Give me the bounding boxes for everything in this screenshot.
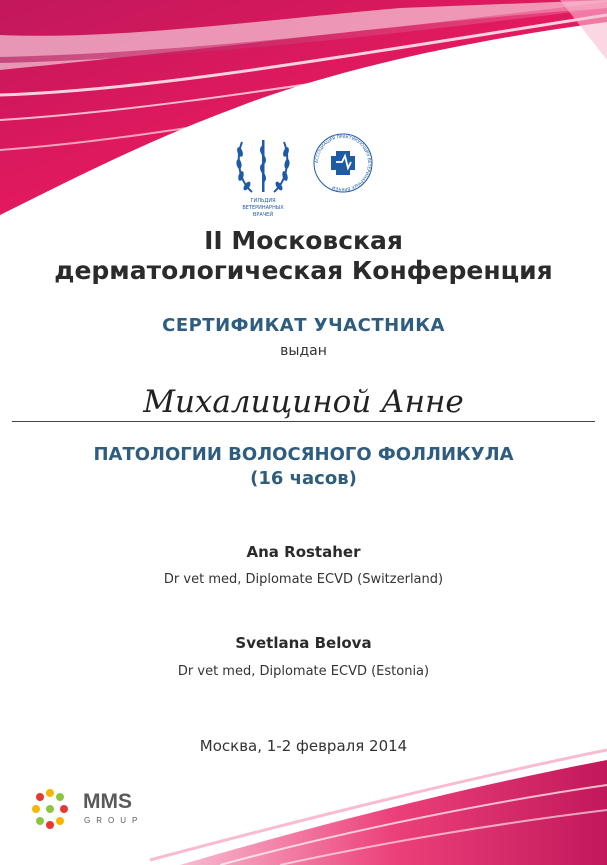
practicing-vets-association-logo [312, 132, 374, 194]
course-hours: (16 часов) [250, 468, 357, 489]
place-and-date: Москва, 1-2 февраля 2014 [199, 737, 408, 755]
conference-title-line-1: II Московская [204, 226, 403, 255]
speaker-2-credentials: Dr vet med, Diplomate ECVD (Estonia) [177, 664, 430, 679]
certificate-title: СЕРТИФИКАТ УЧАСТНИКА [162, 315, 445, 336]
mms-logo-text: MMS [83, 790, 132, 813]
association-ring-text: АССОЦИАЦИЯ ПРАКТИКУЮЩИХ ВЕТЕРИНАРНЫХ ВРАЧЕЙ [314, 134, 372, 192]
course-title: ПАТОЛОГИИ ВОЛОСЯНОГО ФОЛЛИКУЛА [93, 444, 514, 465]
guild-text-line-2: ВЕТЕРИНАРНЫХ [242, 205, 284, 211]
guild-text-line-1: ГИЛЬДИЯ [250, 198, 276, 204]
speaker-2-name: Svetlana Belova [235, 634, 372, 652]
conference-title-line-2: дерматологическая Конференция [54, 256, 553, 285]
speaker-1-credentials: Dr vet med, Diplomate ECVD (Switzerland) [163, 572, 444, 587]
veterinary-guild-logo [232, 132, 294, 222]
logos-row [0, 132, 607, 222]
mms-logo-subtext: GROUP [84, 816, 144, 825]
conference-title [0, 226, 607, 286]
speaker-1-name: Ana Rostaher [246, 543, 361, 561]
recipient-underline [12, 421, 595, 422]
recipient-name: Михалициной Анне [143, 384, 464, 420]
guild-text-line-3: ВРАЧЕЙ [252, 212, 274, 218]
issued-label: выдан [280, 343, 327, 359]
